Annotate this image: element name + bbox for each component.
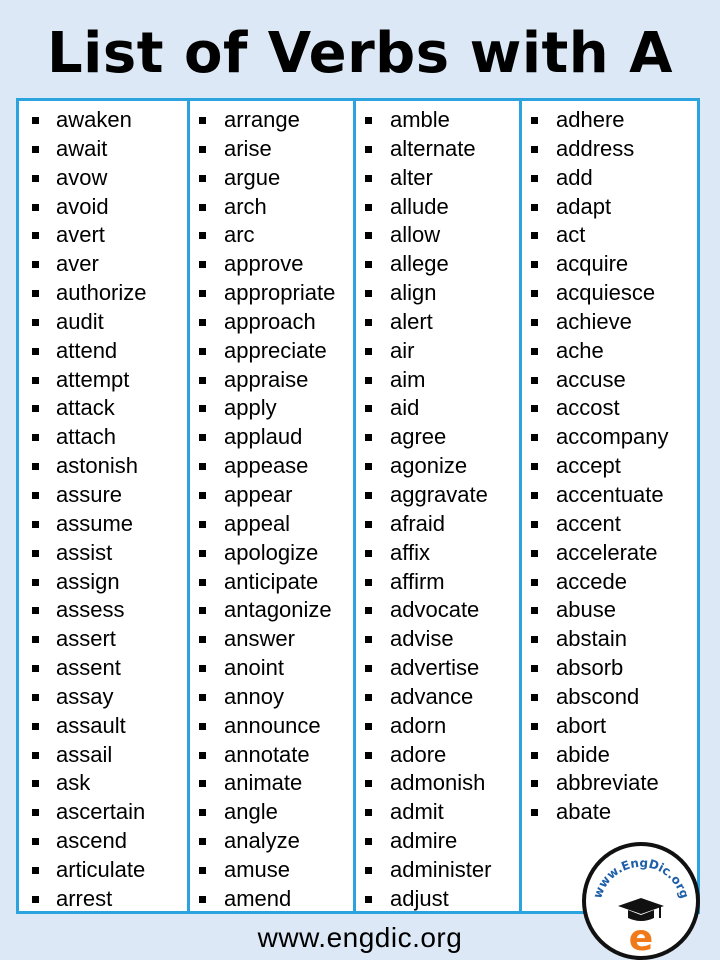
verb-item: adapt [522,193,697,222]
verb-item: agonize [356,452,519,481]
verb-item: admit [356,798,519,827]
verb-item: arise [190,135,353,164]
verb-item: accent [522,510,697,539]
verb-item: abscond [522,683,697,712]
verb-item: assent [19,654,187,683]
verb-item: affirm [356,568,519,597]
verb-item: attack [19,394,187,423]
verb-item: appease [190,452,353,481]
verb-item: articulate [19,856,187,885]
verb-item: amuse [190,856,353,885]
verb-item: acquire [522,250,697,279]
verb-item: alert [356,308,519,337]
verb-item: allow [356,221,519,250]
verb-item: abort [522,712,697,741]
verb-item: approve [190,250,353,279]
verb-item: appraise [190,366,353,395]
verb-item: arc [190,221,353,250]
verb-item: applaud [190,423,353,452]
verb-item: advance [356,683,519,712]
verb-item: annoy [190,683,353,712]
logo-letter: e [628,918,654,956]
verb-item: assume [19,510,187,539]
verb-item: address [522,135,697,164]
verb-item: avoid [19,193,187,222]
verb-item: assay [19,683,187,712]
verb-item: assess [19,596,187,625]
verb-item: accelerate [522,539,697,568]
verb-item: abide [522,741,697,770]
verb-item: allude [356,193,519,222]
verb-item: anoint [190,654,353,683]
verb-column-3 [353,101,519,911]
logo-graphic [586,846,696,956]
verb-item: appeal [190,510,353,539]
verb-item: advocate [356,596,519,625]
verb-item: align [356,279,519,308]
verb-item: audit [19,308,187,337]
verb-item: appreciate [190,337,353,366]
verb-item: adorn [356,712,519,741]
site-url: www.engdic.org [257,922,463,953]
verb-item: assist [19,539,187,568]
verb-item: appear [190,481,353,510]
engdic-logo [582,842,700,960]
verb-item: aver [19,250,187,279]
verb-item: avert [19,221,187,250]
verb-item: angle [190,798,353,827]
verb-item: accost [522,394,697,423]
verb-column-1 [19,101,187,911]
verb-item: annotate [190,741,353,770]
verb-item: accentuate [522,481,697,510]
logo-text: www.EngDic.org [590,855,692,901]
verb-item: assure [19,481,187,510]
verb-item: act [522,221,697,250]
verb-item: achieve [522,308,697,337]
verb-item: aid [356,394,519,423]
verb-item: admonish [356,769,519,798]
verb-item: abuse [522,596,697,625]
verb-item: authorize [19,279,187,308]
verb-item: afraid [356,510,519,539]
verb-item: advise [356,625,519,654]
verb-column-4 [519,101,697,911]
verb-item: animate [190,769,353,798]
verb-item: ascertain [19,798,187,827]
verb-item: attempt [19,366,187,395]
verb-item: air [356,337,519,366]
verb-item: advertise [356,654,519,683]
verb-item: approach [190,308,353,337]
verb-item: absorb [522,654,697,683]
verb-item: administer [356,856,519,885]
verb-item: aggravate [356,481,519,510]
verb-item: allege [356,250,519,279]
verb-item: assert [19,625,187,654]
verb-item: add [522,164,697,193]
verb-item: attend [19,337,187,366]
verb-item: adore [356,741,519,770]
verb-item: ask [19,769,187,798]
verb-item: abate [522,798,697,827]
verb-item: amble [356,106,519,135]
verb-item: appropriate [190,279,353,308]
verb-item: admire [356,827,519,856]
verb-item: apologize [190,539,353,568]
verb-item: astonish [19,452,187,481]
verb-item: avow [19,164,187,193]
verb-item: arrange [190,106,353,135]
verb-item: abstain [522,625,697,654]
verb-item: adhere [522,106,697,135]
verb-item: arch [190,193,353,222]
verb-item: abbreviate [522,769,697,798]
verb-item: acquiesce [522,279,697,308]
verb-item: anticipate [190,568,353,597]
verb-item: attach [19,423,187,452]
verb-item: argue [190,164,353,193]
verb-column-2 [187,101,353,911]
verb-item: ascend [19,827,187,856]
verbs-table [16,98,700,914]
verb-item: aim [356,366,519,395]
verb-item: announce [190,712,353,741]
verb-item: adjust [356,885,519,914]
verb-item: assail [19,741,187,770]
verb-item: alternate [356,135,519,164]
verb-item: ache [522,337,697,366]
verb-item: await [19,135,187,164]
verb-item: arrest [19,885,187,914]
verb-item: accept [522,452,697,481]
verb-item: analyze [190,827,353,856]
verb-item: accuse [522,366,697,395]
verb-item: alter [356,164,519,193]
verb-item: assault [19,712,187,741]
verb-item: amend [190,885,353,914]
verb-item: antagonize [190,596,353,625]
verb-item: accede [522,568,697,597]
page-title: List of Verbs with A [47,21,673,86]
verb-item: assign [19,568,187,597]
verb-item: apply [190,394,353,423]
verb-item: answer [190,625,353,654]
verb-item: awaken [19,106,187,135]
verb-item: accompany [522,423,697,452]
verb-item: affix [356,539,519,568]
verb-item: agree [356,423,519,452]
